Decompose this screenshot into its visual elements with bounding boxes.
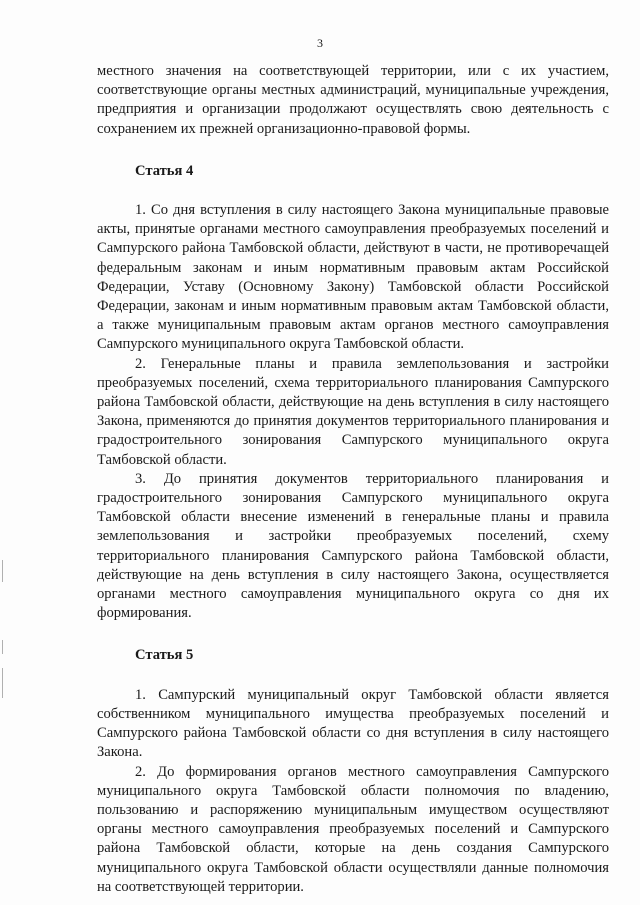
scan-edge-mark [2,560,3,582]
article-5-paragraph-1: 1. Сампурский муниципальный округ Тамбовской области является собственником муниципального имущества преобразуемых поселений и Сампурского района Тамбовской области со дня вступления в силу настоящего Закона. [97,686,609,761]
scan-edge-mark [2,640,3,654]
article-4-paragraph-1: 1. Со дня вступления в силу настоящего Закона муниципальные правовые акты, принятые органами местного самоуправления преобразуемых поселений и Сампурского района Тамбовской области, действуют в части, не противоречащей федеральным законам и иным нормативным правовым актам Российской Федерации, Уставу (Основному Закону) Тамбовской области Российской Федерации, законам и иным нормативным правовым актам Тамбовской области, а также муниципальным правовым актам органов местного самоуправления Сампурского муниципального округа Тамбовской области. [97,202,609,353]
document-body [97,62,609,897]
page-number: 3 [317,36,323,50]
article-5-title: Статья 5 [135,647,194,664]
article-5-paragraph-2: 2. До формирования органов местного самоуправления Сампурского муниципального округа Тамбовской области полномочия по владению, пользованию и распоряжению муниципальным имуществом осуществляют органы местного самоуправления преобразуемых поселений и Сампурского района Тамбовской области, которые на день создания Сампурского муниципального округа Тамбовской области осуществляли данные полномочия на соответствующей территории. [97,763,609,895]
article-4-title: Статья 4 [135,162,194,179]
scan-edge-mark [2,668,3,698]
article-4-paragraph-2: 2. Генеральные планы и правила землепользования и застройки преобразуемых поселений, схема территориального планирования Сампурского района Тамбовской области, действующие на день вступления в силу настоящего Закона, применяются до принятия документов территориального планирования и градостроительного зонирования Сампурского муниципального округа Тамбовской области. [97,355,609,468]
article-4-paragraph-3: 3. До принятия документов территориального планирования и градостроительного зонирования Сампурского муниципального округа Тамбовской области внесение изменений в генеральные планы и правила землепользования и застройки преобразуемых поселений, схему территориального планирования Сампурского района Тамбовской области, действующие на день вступления в силу настоящего Закона, осуществляется органами местного самоуправления муниципального округа со дня их формирования. [97,470,609,622]
intro-paragraph: местного значения на соответствующей территории, или с их участием, соответствующие органы местных администраций, муниципальные учреждения, предприятия и организации продолжают осуществлять свою деятельность с сохранением их прежней организационно-правовой формы. [97,63,609,137]
